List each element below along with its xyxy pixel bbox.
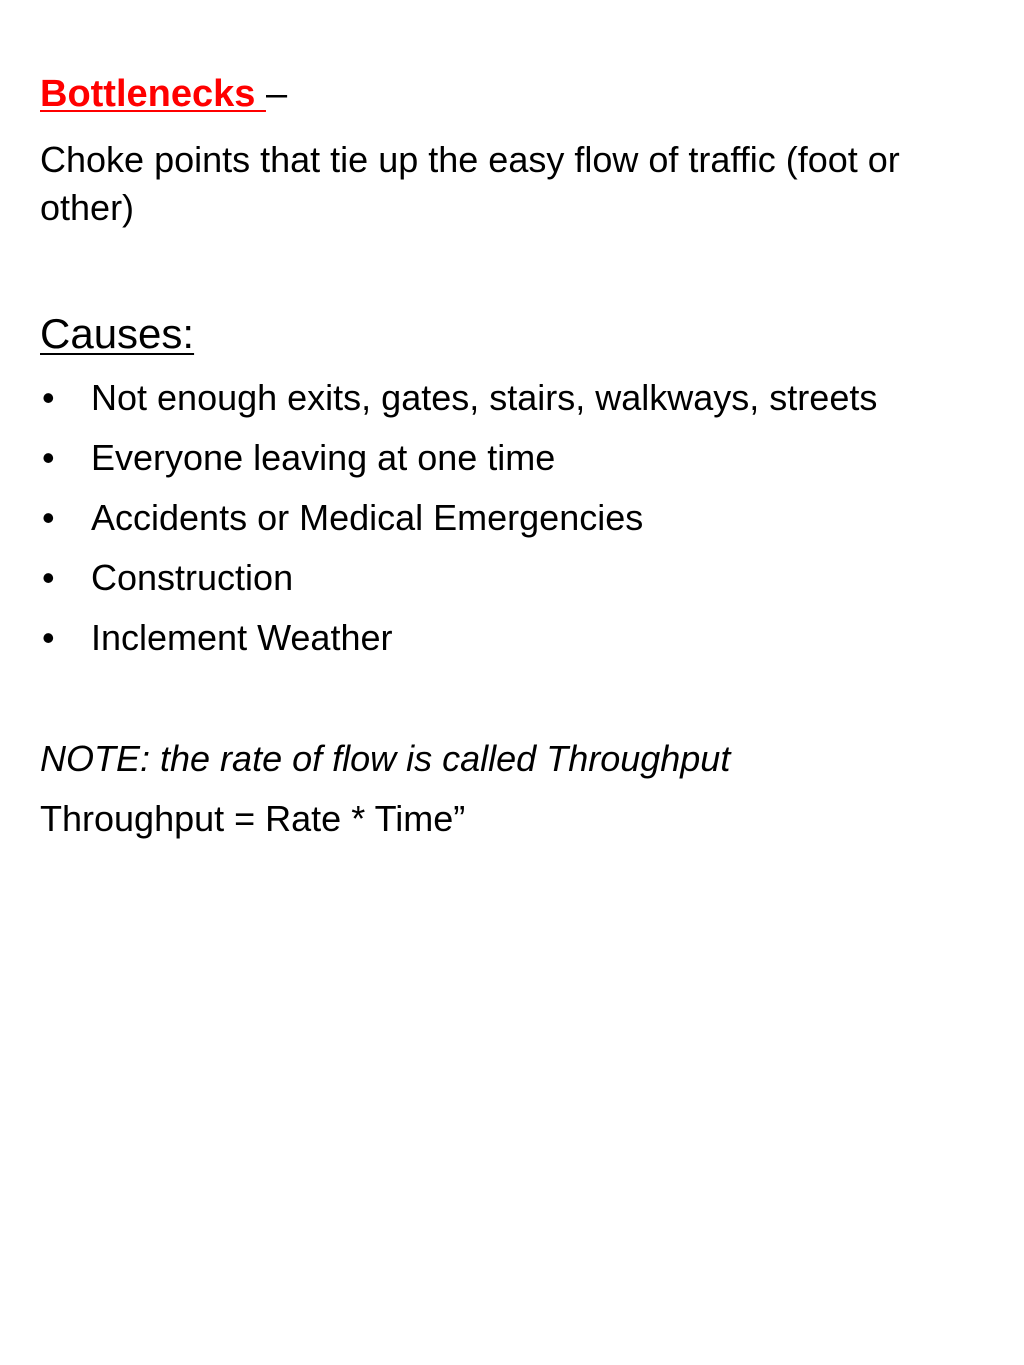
heading	[40, 70, 287, 118]
bullet-icon: •	[42, 617, 55, 658]
bullet-icon: •	[42, 437, 55, 478]
bullet-icon: •	[42, 497, 55, 538]
list-item-text: Everyone leaving at one time	[91, 437, 556, 478]
list-item-text: Construction	[91, 557, 294, 598]
list-item	[40, 612, 877, 672]
note-text: NOTE: the rate of flow is called Throughput	[40, 738, 731, 779]
list-item	[40, 372, 877, 432]
list-item-text: Inclement Weather	[91, 617, 393, 658]
heading-term: Bottlenecks	[40, 73, 266, 115]
causes-title: Causes:	[40, 310, 195, 357]
list-item-text: Accidents or Medical Emergencies	[91, 497, 644, 538]
bullet-icon: •	[42, 557, 55, 598]
list-item	[40, 432, 877, 492]
heading-dash: –	[265, 73, 288, 115]
formula-text: Throughput = Rate * Time”	[40, 798, 466, 839]
list-item-text: Not enough exits, gates, stairs, walkways, streets	[91, 377, 878, 418]
bullet-icon: •	[42, 377, 55, 418]
causes-list	[40, 372, 877, 672]
definition-text: Choke points that tie up the easy flow of traffic (foot or other)	[40, 139, 900, 228]
list-item	[40, 492, 877, 552]
list-item	[40, 552, 877, 612]
